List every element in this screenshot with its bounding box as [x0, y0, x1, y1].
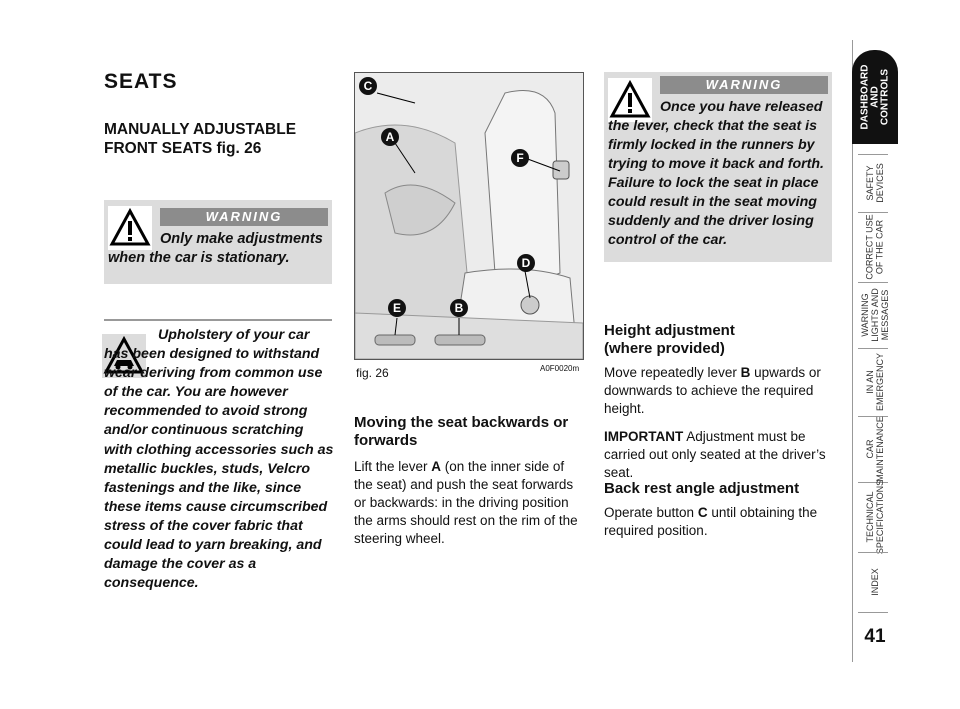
tab-separator [858, 154, 888, 155]
height-heading: Height adjustment (where provided) [604, 322, 735, 357]
note-divider [104, 319, 332, 321]
figure-caption: fig. 26 [356, 366, 389, 380]
backrest-heading: Back rest angle adjustment [604, 480, 800, 497]
tab-warning-lights[interactable]: WARNING LIGHTS AND MESSAGES [860, 288, 891, 342]
warning-text: Once you have released the lever, check that the seat is firmly locked in the runners by trying to move it back and forth. Failure to lock the seat in place could result in the seat moving suddenly and the driver losing control of the car. [608, 99, 824, 248]
figure-label-e: E [388, 299, 406, 317]
seat-illustration [355, 73, 583, 359]
height-text: Move repeatedly lever B upwards or downwards to achieve the required height. [604, 365, 821, 416]
tab-separator [858, 552, 888, 553]
tab-correct-use[interactable]: CORRECT USE OF THE CAR [865, 214, 885, 280]
important-text: IMPORTANT Adjustment must be carried out only seated at the driver’s seat. [604, 429, 826, 480]
warning-label: WARNING [660, 76, 828, 94]
move-seat-heading: Moving the seat backwards or forwards [354, 414, 569, 449]
figure-label-b: B [450, 299, 468, 317]
tab-dashboard-and-controls[interactable]: DASHBOARD AND CONTROLS [852, 50, 898, 144]
seat-figure [354, 72, 584, 360]
section-subtitle: MANUALLY ADJUSTABLE FRONT SEATS fig. 26 [104, 121, 297, 157]
page-number: 41 [864, 626, 886, 647]
warning-box-right [604, 72, 832, 262]
warning-label: WARNING [160, 208, 328, 226]
tab-technical-specifications[interactable]: TECHNICAL SPECIFICATIONS [865, 479, 885, 555]
move-seat-text: Lift the lever A (on the inner side of the seat) and push the seat forwards or backwards: in the driving position the arms should rest on the rim of the steering wheel. [354, 459, 578, 546]
backrest-text: Operate button C until obtaining the required position. [604, 505, 818, 538]
figure-label-d: D [517, 254, 535, 272]
tab-safety-devices[interactable]: SAFETY DEVICES [864, 163, 885, 203]
figure-label-a: A [381, 128, 399, 146]
tab-emergency[interactable]: IN AN EMERGENCY [865, 352, 886, 412]
warning-text: Only make adjustments when the car is stationary. [108, 231, 323, 266]
tab-index[interactable]: INDEX [869, 568, 880, 596]
figure-code: A0F0020m [540, 364, 580, 373]
tab-car-maintenance[interactable]: CAR MAINTENANCE [865, 416, 886, 482]
figure-label-c: C [359, 77, 377, 95]
note-text: Upholstery of your car has been designed to withstand wear deriving from common use of the car. You are however recommended to avoid strong and/or continuous scratching with clothing accessories such as metallic buckles, studs, Velcro fastenings and the like, since these items cause circumscribed stress of the cover fabric that could lead to yarn breaking, and damage the cover as a consequence. [104, 327, 334, 592]
page-title: SEATS [104, 70, 178, 93]
tab-separator [858, 612, 888, 613]
tab-separator [858, 282, 888, 283]
warning-box-left [104, 200, 332, 284]
tab-separator [858, 348, 888, 349]
tab-separator [858, 212, 888, 213]
figure-label-f: F [511, 149, 529, 167]
